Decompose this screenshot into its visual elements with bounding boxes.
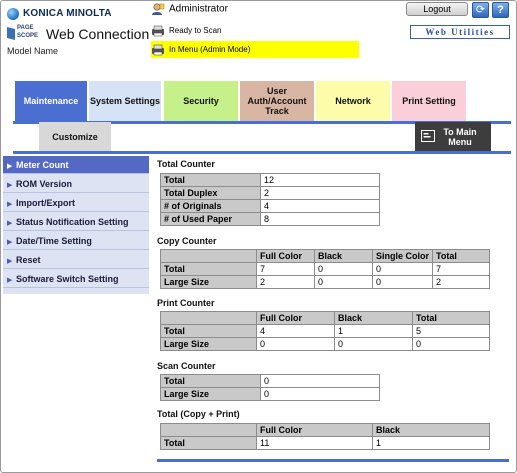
globe-icon: [7, 8, 19, 20]
print-counter-table: [160, 311, 490, 351]
web-utilities-link[interactable]: Web Utilities: [410, 25, 510, 39]
sidebar-item-software-switch[interactable]: ▶ Software Switch Setting: [3, 270, 149, 288]
administrator-icon: [151, 3, 165, 15]
scan-counter-table: [160, 374, 380, 401]
table-row: Total 0: [161, 375, 380, 388]
user-status: [151, 3, 228, 17]
mode-status-bar: [151, 41, 359, 58]
table-row: Large Size 0: [161, 388, 380, 401]
user-name: Administrator: [169, 3, 228, 15]
arrow-right-icon: ▶: [7, 163, 13, 170]
sidebar-item-rom-version[interactable]: ▶ ROM Version: [3, 175, 149, 193]
help-button[interactable]: [492, 2, 509, 18]
total-copy-print-title: Total (Copy + Print): [157, 409, 240, 419]
tab-maintenance[interactable]: Maintenance: [15, 81, 87, 121]
table-header-row: Full Color Black Single Color Total: [161, 250, 490, 263]
arrow-right-icon: ▶: [7, 220, 13, 227]
sidebar: [3, 156, 149, 294]
copy-counter-table: [160, 249, 490, 289]
total-counter-title: Total Counter: [157, 159, 215, 169]
help-icon: ?: [497, 4, 504, 16]
printer-icon: [151, 25, 165, 37]
arrow-right-icon: ▶: [7, 258, 13, 265]
model-name-label: Model Name: [7, 46, 59, 56]
arrow-right-icon: ▶: [7, 182, 13, 189]
table-row: Large Size 2 0 0 2: [161, 276, 490, 289]
print-counter-title: Print Counter: [157, 298, 215, 308]
sidebar-item-import-export[interactable]: ▶ Import/Export: [3, 194, 149, 212]
arrow-right-icon: ▶: [7, 239, 13, 246]
tab-system-settings[interactable]: System Settings: [89, 81, 161, 121]
to-main-menu-button[interactable]: [415, 122, 491, 151]
device-status: [151, 25, 221, 39]
copy-counter-title: Copy Counter: [157, 236, 217, 246]
tab-divider-2: [13, 151, 511, 154]
tab-security[interactable]: Security: [164, 81, 238, 121]
table-header-row: Full Color Black: [161, 424, 490, 437]
sidebar-item-meter-count[interactable]: ▶ Meter Count: [3, 156, 149, 174]
product-name: Web Connection: [46, 26, 150, 42]
table-row: Total 11 1: [161, 437, 490, 450]
table-header-row: Full Color Black Total: [161, 312, 490, 325]
mode-status-text: In Menu (Admin Mode): [169, 45, 251, 54]
table-row: Total 12: [161, 174, 380, 187]
table-row: Total 4 1 5: [161, 325, 490, 338]
main-menu-icon: [421, 130, 435, 142]
to-main-menu-label: To Main Menu: [443, 126, 477, 147]
table-row: Total Duplex 2: [161, 187, 380, 200]
sidebar-item-status-notification[interactable]: ▶ Status Notification Setting: [3, 213, 149, 231]
table-row: Large Size 0 0 0: [161, 338, 490, 351]
tab-print-setting[interactable]: Print Setting: [392, 81, 466, 121]
total-counter-table: [160, 173, 380, 226]
table-row: # of Used Paper 8: [161, 213, 380, 226]
tab-network[interactable]: Network: [316, 81, 390, 121]
sidebar-item-date-time[interactable]: ▶ Date/Time Setting: [3, 232, 149, 250]
table-row: Total 7 0 0 7: [161, 263, 490, 276]
printer-icon: [151, 44, 165, 56]
sidebar-item-reset[interactable]: ▶ Reset: [3, 251, 149, 269]
refresh-button[interactable]: [472, 2, 489, 18]
brand-name: KONICA MINOLTA: [23, 8, 112, 19]
pagescope-mark: PAGE SCOPE: [7, 25, 43, 43]
scan-counter-title: Scan Counter: [157, 361, 216, 371]
arrow-right-icon: ▶: [7, 201, 13, 208]
content-bottom-divider: [157, 459, 509, 462]
device-status-text: Ready to Scan: [169, 26, 222, 36]
tab-customize[interactable]: Customize: [39, 122, 111, 151]
konica-minolta-logo: [7, 7, 137, 21]
refresh-icon: ⟳: [475, 4, 486, 16]
logout-button[interactable]: Logout: [406, 2, 468, 16]
pagescope-logo: [7, 25, 150, 43]
tab-user-auth[interactable]: User Auth/Account Track: [240, 81, 314, 121]
pagescope-icon: [7, 27, 15, 40]
table-row: # of Originals 4: [161, 200, 380, 213]
total-copy-print-table: [160, 423, 490, 450]
arrow-right-icon: ▶: [7, 277, 13, 284]
